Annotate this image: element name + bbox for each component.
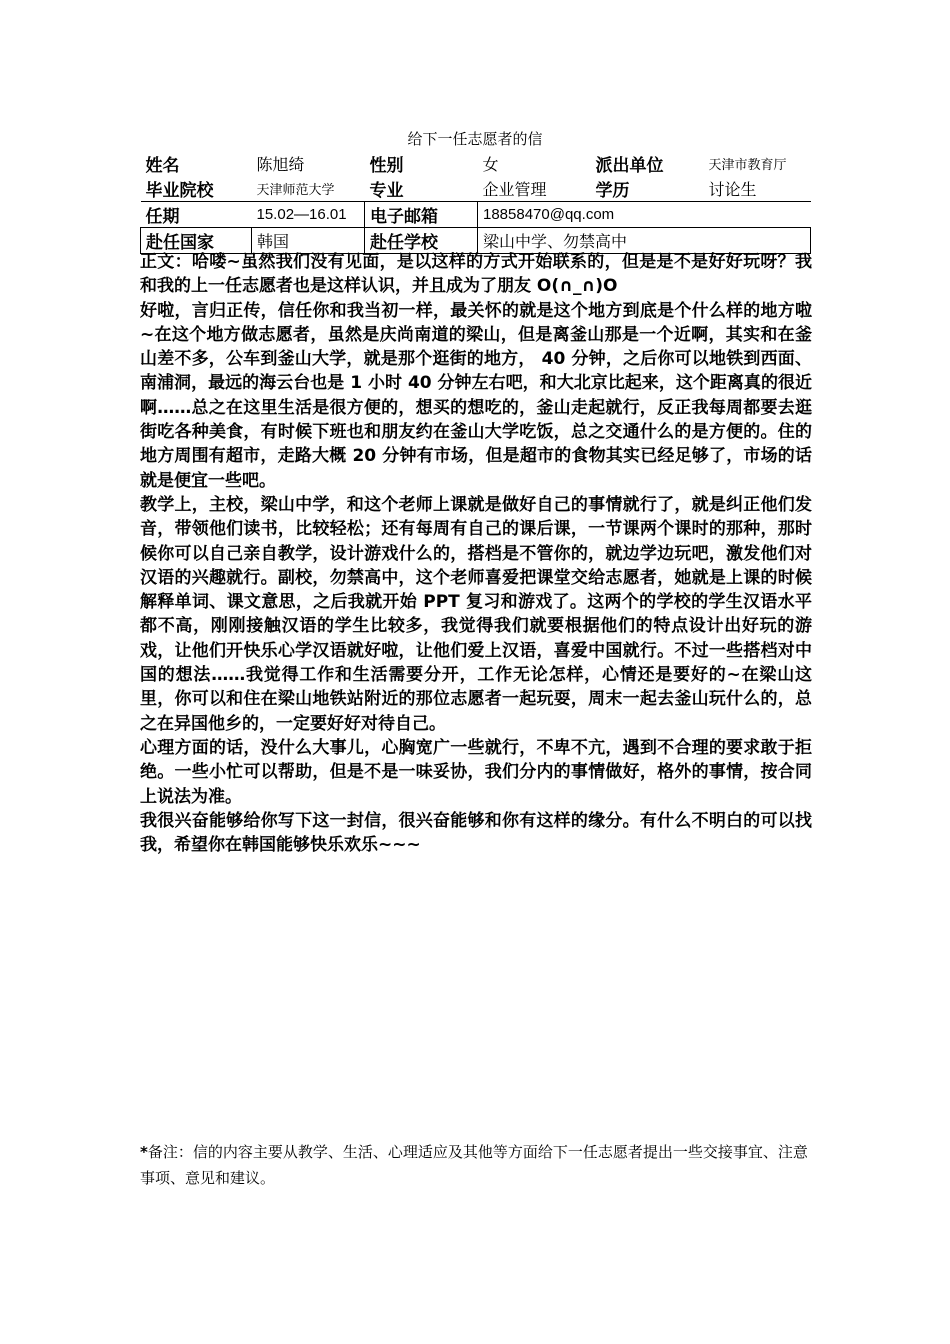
- major-label: 专业: [365, 176, 478, 202]
- letter-paragraph-living: 好啦，言归正传，信任你和我当初一样，最关怀的就是这个地方到底是个什么样的地方啦~在这个地方做志愿者，虽然是庆尚南道的梁山，但是离釜山那是一个近啊，其实和在釜山差不多，公车到釜山大学，就是那个逛街的地方， 40 分钟，之后你可以地铁到西面、南浦洞，最远的海云台也是 1 小时 40 分钟左右吧，和大北京比起来，这个距离真的很近啊……总之在这里生活是很方便的，想买的想吃的，釜山走起就行，反正我每周都要去逛街吃各种美食，有时候下班也和朋友约在釜山大学吃饭，总之交通什么的是方便的。住的地方周围有超市，走路大概 20 分钟有市场，但是超市的食物其实已经足够了，市场的话就是便宜一些吧。: [140, 300, 812, 491]
- footnote-text: 备注：信的内容主要从教学、生活、心理适应及其他等方面给下一任志愿者提出一些交接事宜、注意事项、意见和建议。: [140, 1143, 808, 1187]
- school-value: 天津师范大学: [252, 176, 365, 202]
- country-label: 赴任国家: [141, 228, 252, 254]
- letter-paragraph-teaching: 教学上，主校，梁山中学，和这个老师上课就是做好自己的事情就行了，就是纠正他们发音，带领他们读书，比较轻松；还有每周有自己的课后课，一节课两个课时的那种，那时候你可以自己亲自教学，设计游戏什么的，搭档是不管你的，就边学边玩吧，激发他们对汉语的兴趣就行。副校，勿禁高中，这个老师喜爱把课堂交给志愿者，她就是上课的时候解释单词、课文意思，之后我就开始 PPT 复习和游戏了。这两个的学校的学生汉语水平都不高，刚刚接触汉语的学生比较多，我觉得我们就要根据他们的特点设计出好玩的游戏，让他们开快乐心学汉语就好啦，让他们爱上汉语，喜爱中国就行。不过一些搭档对中国的想法……我觉得工作和生活需要分开，工作无论怎样，心情还是要好的~在梁山这里，你可以和住在梁山地铁站附近的那位志愿者一起玩耍，周末一起去釜山玩什么的，总之在异国他乡的，一定要好好对待自己。: [140, 494, 812, 734]
- unit-label: 派出单位: [595, 156, 664, 176]
- footnote: [140, 1139, 810, 1191]
- letter-paragraph-greeting: 正文：哈喽~虽然我们没有见面，是以这样的方式开始联系的，但是是不是好好玩呀？我和我的上一任志愿者也是这样认识，并且成为了朋友 O(∩_∩)O: [140, 252, 812, 297]
- term-label: 任期: [141, 202, 252, 228]
- gender-value: 女: [482, 155, 499, 174]
- post-school-label: 赴任学校: [365, 228, 478, 254]
- info-row-term: [141, 202, 811, 228]
- name-label: 姓名: [145, 156, 180, 176]
- country-value: 韩国: [252, 228, 365, 254]
- info-row-name: [141, 151, 811, 176]
- school-label: 毕业院校: [141, 176, 252, 202]
- letter-paragraph-closing: 我很兴奋能够给你写下这一封信，很兴奋能够和你有这样的缘分。有什么不明白的可以找我，希望你在韩国能够快乐欢乐~~~: [140, 810, 812, 856]
- footnote-star: *: [140, 1143, 148, 1161]
- degree-label: 学历: [591, 176, 704, 202]
- gender-label: 性别: [369, 156, 404, 176]
- letter-paragraph-psychology: 心理方面的话，没什么大事儿，心胸宽广一些就行，不卑不亢，遇到不合理的要求敢于拒绝。一些小忙可以帮助，但是不是一味妥协，我们分内的事情做好，格外的事情，按合同上说法为准。: [140, 737, 812, 807]
- email-label: 电子邮箱: [365, 202, 478, 228]
- name-value: 陈旭绮: [256, 155, 305, 174]
- volunteer-info-table: [140, 151, 811, 254]
- letter-body: [140, 250, 812, 857]
- document-title: 给下一任志愿者的信: [407, 130, 543, 148]
- degree-value: 讨论生: [704, 176, 811, 202]
- major-value: 企业管理: [478, 176, 591, 202]
- term-value: 15.02—16.01: [252, 202, 365, 228]
- email-value: 18858470@qq.com: [478, 202, 811, 228]
- unit-value: 天津市教育厅: [708, 158, 787, 173]
- info-row-school: [141, 176, 811, 202]
- post-school-value: 梁山中学、勿禁高中: [478, 228, 811, 254]
